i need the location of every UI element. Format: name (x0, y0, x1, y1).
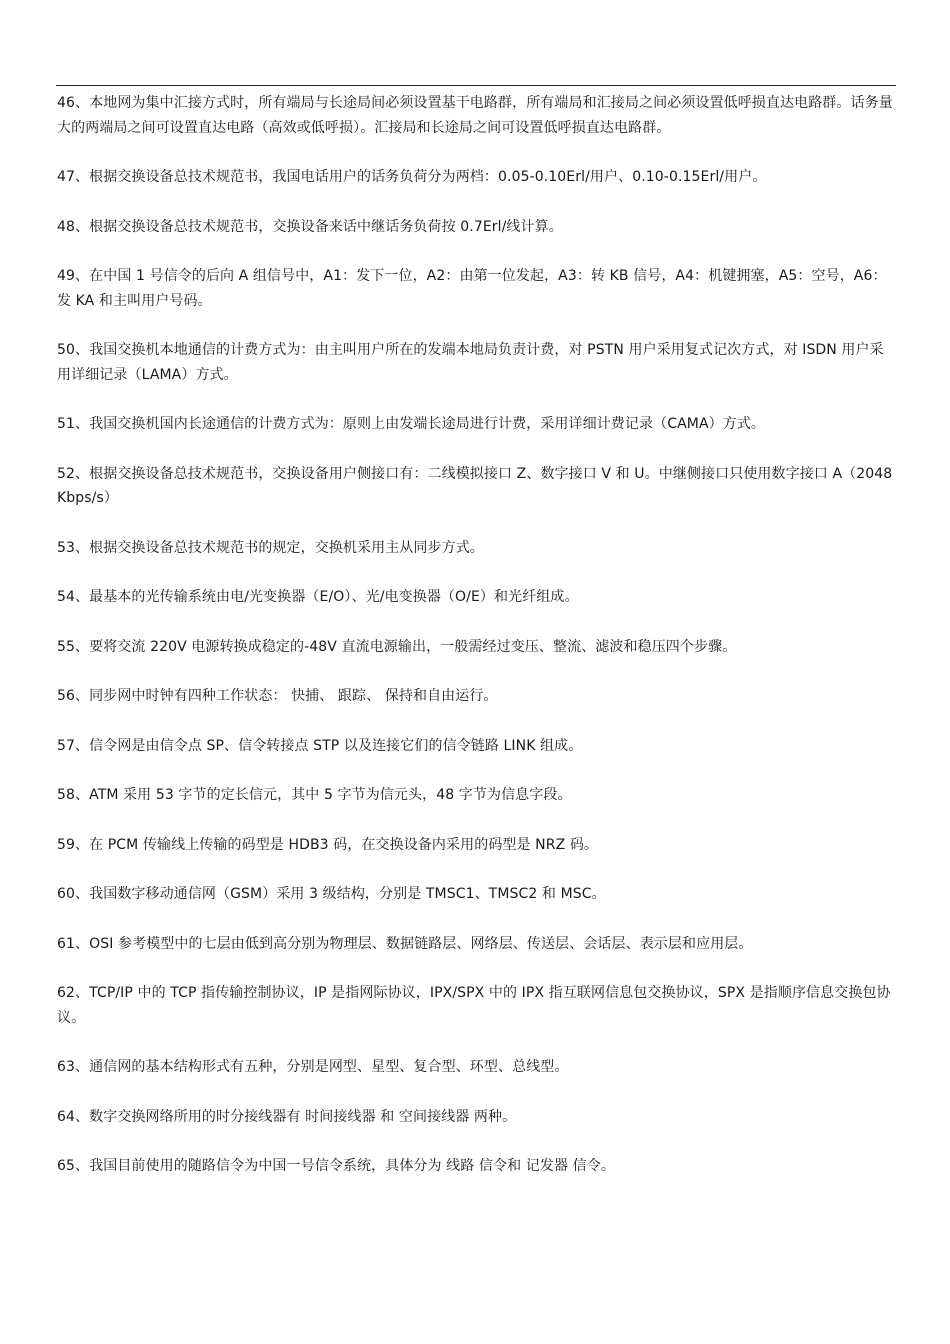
paragraph-51: 51、我国交换机国内长途通信的计费方式为：原则上由发端长途局进行计费，采用详细计费记录（CAMA）方式。 (57, 416, 766, 432)
paragraph-50: 50、我国交换机本地通信的计费方式为：由主叫用户所在的发端本地局负责计费，对 PSTN 用户采用复式记次方式，对 ISDN 用户采用详细记录（LAMA）方式。 (57, 342, 884, 383)
paragraph-54: 54、最基本的光传输系统由电/光变换器（E/O）、光/电变换器（O/E）和光纤组成。 (57, 589, 579, 605)
paragraph-60: 60、我国数字移动通信网（GSM）采用 3 级结构，分别是 TMSC1、TMSC2 和 MSC。 (57, 886, 606, 902)
paragraph-64: 64、数字交换网络所用的时分接线器有 时间接线器 和 空间接线器 两种。 (57, 1108, 517, 1125)
paragraph-59: 59、在 PCM 传输线上传输的码型是 HDB3 码，在交换设备内采用的码型是 NRZ 码。 (57, 836, 599, 853)
paragraph-63: 63、通信网的基本结构形式有五种，分别是网型、星型、复合型、环型、总线型。 (57, 1059, 569, 1075)
paragraph-61: 61、OSI 参考模型中的七层由低到高分别为物理层、数据链路层、网络层、传送层、会话层、表示层和应用层。 (57, 935, 753, 952)
paragraph-56: 56、同步网中时钟有四种工作状态： 快捕、 跟踪、 保持和自由运行。 (57, 688, 498, 704)
header-rule (56, 85, 896, 86)
paragraph-65: 65、我国目前使用的随路信令为中国一号信令系统，具体分为 线路 信令和 记发器 信令。 (57, 1158, 615, 1174)
paragraph-52: 52、根据交换设备总技术规范书，交换设备用户侧接口有：二线模拟接口 Z、数字接口 V 和 U。中继侧接口只使用数字接口 A（2048Kbps/s） (57, 465, 893, 506)
paragraph-58: 58、ATM 采用 53 字节的定长信元，其中 5 字节为信元头，48 字节为信息字段。 (57, 787, 572, 803)
paragraph-47: 47、根据交换设备总技术规范书，我国电话用户的话务负荷分为两档：0.05-0.10Erl/用户、0.10-0.15Erl/用户。 (57, 169, 767, 185)
paragraph-55: 55、要将交流 220V 电源转换成稳定的-48V 直流电源输出，一般需经过变压、整流、滤波和稳压四个步骤。 (57, 638, 737, 655)
paragraph-53: 53、根据交换设备总技术规范书的规定，交换机采用主从同步方式。 (57, 539, 484, 556)
paragraph-46: 46、本地网为集中汇接方式时，所有端局与长途局间必须设置基干电路群，所有端局和汇接局之间必须设置低呼损直达电路群。话务量大的两端局之间可设置直达电路（高效或低呼损）。汇接局和长途局之间可设置低呼损直达电路群。 (57, 95, 893, 136)
paragraph-49: 49、在中国 1 号信令的后向 A 组信号中，A1：发下一位，A2：由第一位发起，A3：转 KB 信号，A4：机键拥塞，A5：空号，A6：发 KA 和主叫用户号码。 (57, 268, 887, 309)
paragraph-48: 48、根据交换设备总技术规范书，交换设备来话中继话务负荷按 0.7Erl/线计算。 (57, 218, 563, 235)
paragraph-57: 57、信令网是由信令点 SP、信令转接点 STP 以及连接它们的信令链路 LINK 组成。 (57, 737, 583, 754)
document-body (57, 91, 895, 1204)
paragraph-62: 62、TCP/IP 中的 TCP 指传输控制协议，IP 是指网际协议，IPX/SPX 中的 IPX 指互联网信息包交换协议，SPX 是指顺序信息交换包协议。 (57, 985, 891, 1026)
